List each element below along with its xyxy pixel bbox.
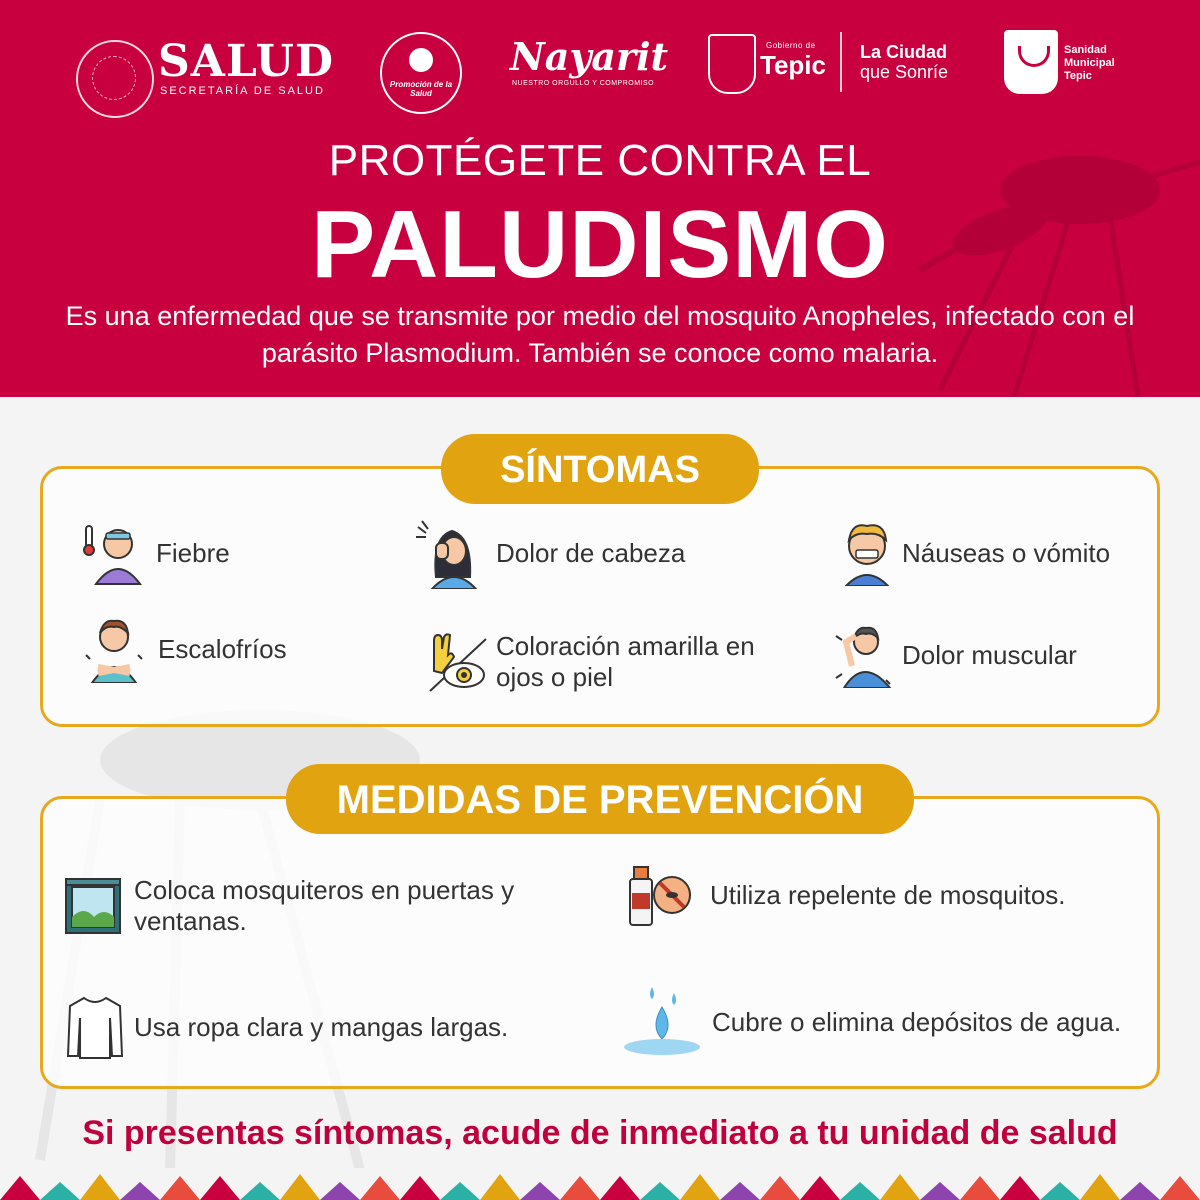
prevention-item bbox=[64, 866, 564, 946]
symptom-item bbox=[842, 518, 1142, 588]
promocion-heart-icon bbox=[409, 48, 433, 72]
symptom-label: Dolor muscular bbox=[902, 639, 1077, 670]
sanidad-municipal-logo-text bbox=[1064, 44, 1115, 83]
logo-divider bbox=[840, 32, 842, 92]
headache-icon bbox=[414, 517, 484, 589]
sanidad-line3: Tepic bbox=[1064, 70, 1092, 82]
prevention-label: Usa ropa clara y mangas largas. bbox=[134, 1011, 509, 1042]
decorative-pattern-strip bbox=[0, 1168, 1200, 1200]
page-title: PALUDISMO bbox=[311, 191, 889, 298]
long-sleeve-shirt-icon bbox=[66, 994, 124, 1060]
ciudad-que-sonrie-logo bbox=[860, 42, 948, 82]
symptom-label: Náuseas o vómito bbox=[902, 537, 1111, 568]
ciudad-line2: que Sonríe bbox=[860, 62, 949, 82]
sanidad-line2: Municipal bbox=[1064, 57, 1115, 69]
footer-call-to-action: Si presentas síntomas, acude de inmediato a tu unidad de salud bbox=[82, 1114, 1118, 1152]
muscle-pain-icon bbox=[834, 622, 892, 688]
prevencion-heading: MEDIDAS DE PREVENCIÓN bbox=[286, 764, 914, 834]
disease-description: Es una enfermedad que se transmite por medio del mosquito Anopheles, infectado con el parásito Plasmodium. También se conoce como malaria. bbox=[65, 301, 1135, 368]
mexico-seal-icon bbox=[76, 40, 154, 118]
sanidad-line1: Sanidad bbox=[1064, 44, 1107, 56]
nayarit-logo-text: Nayarit bbox=[510, 34, 669, 79]
salud-logo-text: SALUD bbox=[158, 36, 334, 87]
tepic-gobierno-text: Gobierno de bbox=[766, 41, 816, 50]
symptom-item bbox=[834, 620, 1134, 690]
header-banner bbox=[0, 0, 1200, 397]
window-screen-icon bbox=[64, 877, 122, 935]
jaundice-icon bbox=[428, 631, 488, 693]
fever-icon bbox=[80, 520, 146, 586]
symptom-item bbox=[428, 622, 808, 702]
symptom-item bbox=[414, 516, 794, 590]
sanidad-smile-icon bbox=[1004, 30, 1058, 94]
nayarit-logo-subtitle: NUESTRO ORGULLO Y COMPROMISO bbox=[512, 80, 655, 87]
tepic-logo-text: Tepic bbox=[760, 50, 826, 80]
symptom-item bbox=[84, 614, 384, 684]
symptom-label: Fiebre bbox=[156, 537, 230, 568]
water-drop-icon bbox=[622, 985, 702, 1059]
chills-icon bbox=[84, 615, 144, 683]
prevention-item bbox=[622, 982, 1162, 1062]
symptom-label: Coloración amarilla en ojos o piel bbox=[496, 631, 755, 692]
salud-logo-subtitle: SECRETARÍA DE SALUD bbox=[160, 85, 325, 97]
promocion-salud-logo bbox=[380, 32, 462, 114]
prevention-label: Utiliza repelente de mosquitos. bbox=[710, 879, 1066, 910]
prevention-item bbox=[66, 992, 566, 1062]
symptom-label: Dolor de cabeza bbox=[496, 537, 686, 568]
repellent-icon bbox=[626, 861, 694, 929]
tepic-shield-icon bbox=[708, 34, 756, 94]
ciudad-line1: La Ciudad bbox=[860, 42, 948, 62]
promocion-logo-text: Promoción de la Salud bbox=[389, 80, 453, 98]
prevention-label: Cubre o elimina depósitos de agua. bbox=[712, 1006, 1122, 1037]
symptom-label: Escalofríos bbox=[158, 633, 287, 664]
nausea-icon bbox=[842, 520, 892, 586]
title-subheading: PROTÉGETE CONTRA EL bbox=[328, 136, 872, 185]
symptom-item bbox=[80, 518, 380, 588]
prevention-label: Coloca mosquiteros en puertas y ventanas. bbox=[134, 875, 515, 936]
prevention-item bbox=[626, 860, 1146, 930]
sintomas-heading: SÍNTOMAS bbox=[441, 434, 759, 504]
partner-logos bbox=[0, 22, 1200, 122]
